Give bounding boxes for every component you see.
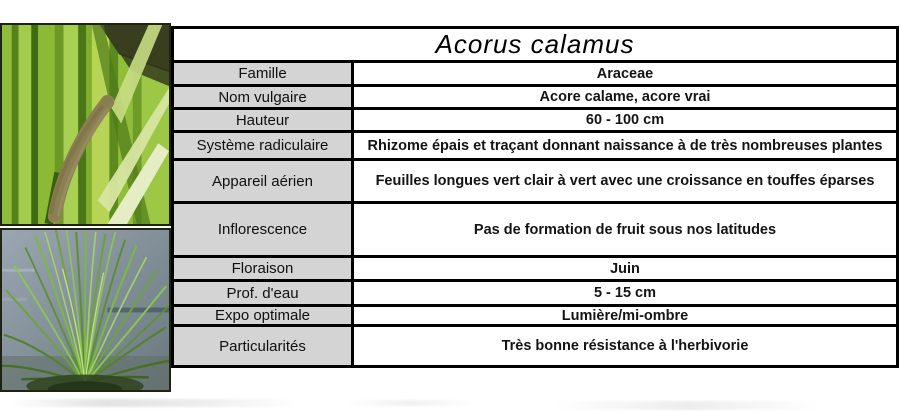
table-row (173, 281, 898, 306)
table-row (173, 257, 898, 281)
title-row (173, 28, 898, 62)
row-value-nom-vulgaire: Acore calame, acore vrai (353, 86, 898, 109)
scan-artifact (345, 400, 475, 406)
row-value-hauteur: 60 - 100 cm (353, 109, 898, 132)
row-value-inflorescence: Pas de formation de fruit sous nos latitudes (353, 203, 898, 257)
row-value-systeme-radiculaire: Rhizome épais et traçant donnant naissance à de très nombreuses plantes (353, 132, 898, 160)
row-value-prof-eau: 5 - 15 cm (353, 281, 898, 306)
table-row (173, 203, 898, 257)
row-label-systeme-radiculaire: Système radiculaire (173, 132, 353, 160)
table-row (173, 109, 898, 132)
table-row (173, 86, 898, 109)
photo-acorus-clump (0, 228, 171, 392)
row-value-floraison: Juin (353, 257, 898, 281)
photo-acorus-spadix (0, 23, 171, 226)
row-value-particularites: Très bonne résistance à l'herbivorie (353, 326, 898, 367)
row-label-nom-vulgaire: Nom vulgaire (173, 86, 353, 109)
row-value-famille: Araceae (353, 62, 898, 86)
row-value-expo-optimale: Lumière/mi-ombre (353, 306, 898, 326)
scan-artifact (555, 401, 820, 410)
grass-clump-photo-illustration (2, 230, 169, 390)
plant-info-table (171, 26, 899, 368)
table-row (173, 62, 898, 86)
spadix-photo-illustration (2, 25, 169, 224)
table-row (173, 160, 898, 203)
row-label-inflorescence: Inflorescence (173, 203, 353, 257)
table-row (173, 326, 898, 367)
table-row (173, 132, 898, 160)
row-label-hauteur: Hauteur (173, 109, 353, 132)
row-label-expo-optimale: Expo optimale (173, 306, 353, 326)
table-row (173, 306, 898, 326)
row-label-appareil-aerien: Appareil aérien (173, 160, 353, 203)
row-label-famille: Famille (173, 62, 353, 86)
scan-artifact (10, 399, 300, 407)
row-value-appareil-aerien: Feuilles longues vert clair à vert avec une croissance en touffes éparses (353, 160, 898, 203)
row-label-floraison: Floraison (173, 257, 353, 281)
page-title: Acorus calamus (173, 28, 898, 62)
row-label-particularites: Particularités (173, 326, 353, 367)
row-label-prof-eau: Prof. d'eau (173, 281, 353, 306)
plant-info-table-wrap (171, 26, 899, 398)
